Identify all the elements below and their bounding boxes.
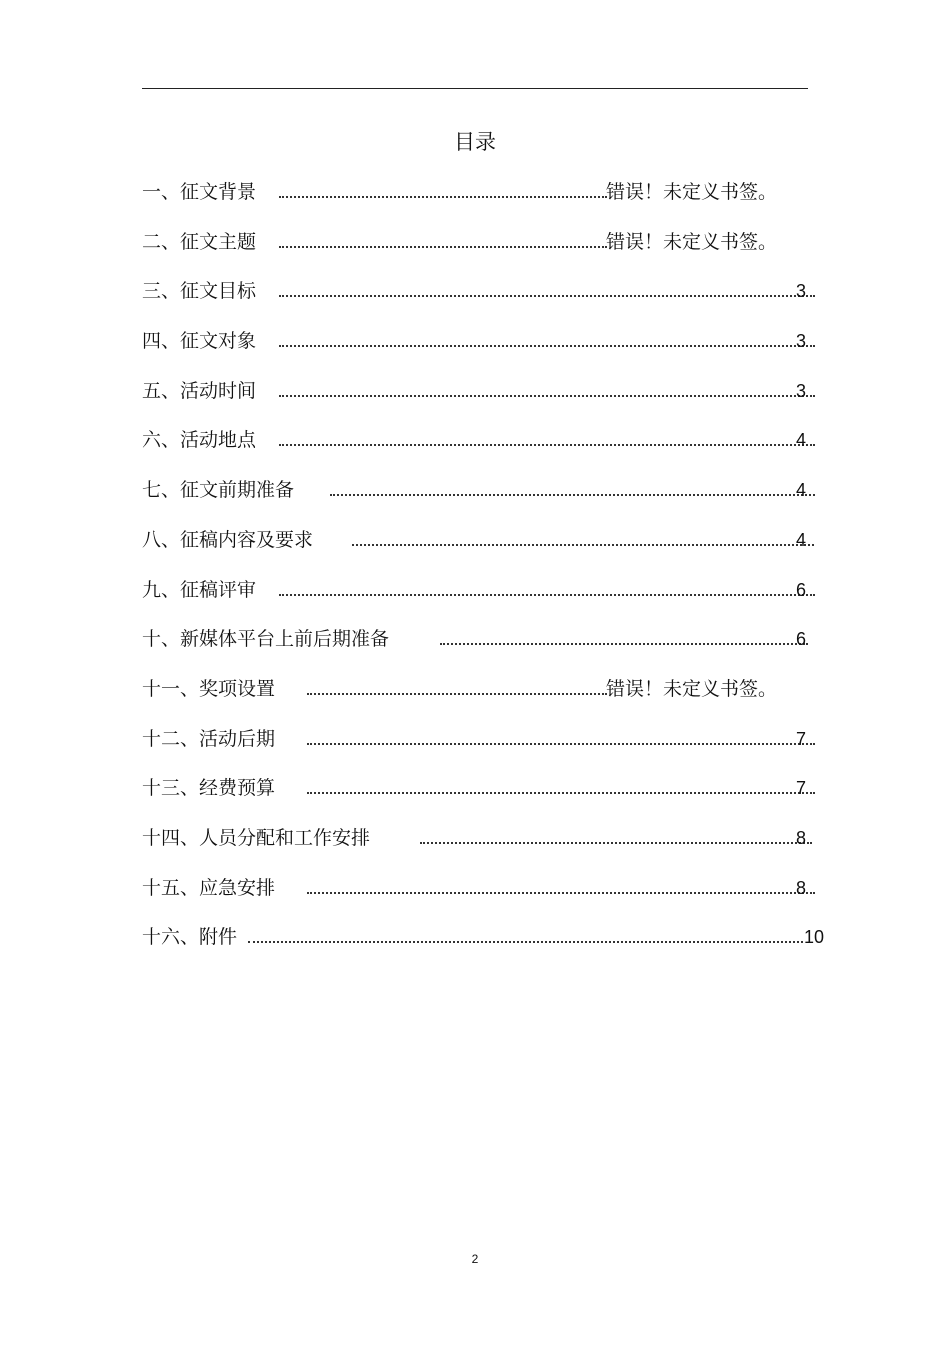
toc-entry-label: 十二、活动后期 — [142, 727, 276, 750]
toc-entry-page: 错误！未定义书签。 — [606, 230, 778, 253]
toc-entry-page: 4 — [796, 480, 807, 501]
toc-dot-leader — [307, 892, 815, 894]
toc-dot-leader — [279, 594, 815, 596]
toc-entry-page: 6 — [796, 629, 807, 650]
toc-entry-label: 七、征文前期准备 — [142, 479, 295, 502]
toc-entry[interactable] — [142, 526, 832, 576]
toc-entry-label: 二、征文主题 — [142, 230, 257, 253]
toc-entry-page: 错误！未定义书签。 — [606, 181, 778, 203]
toc-dot-leader — [279, 196, 607, 198]
toc-entry-page: 4 — [796, 430, 807, 451]
toc-list — [142, 178, 832, 973]
toc-entry-page: 错误！未定义书签。 — [606, 677, 778, 700]
toc-entry[interactable] — [142, 675, 832, 725]
toc-entry-label: 十四、人员分配和工作安排 — [142, 826, 371, 849]
toc-entry-label: 十三、经费预算 — [142, 777, 276, 800]
toc-entry[interactable] — [142, 923, 832, 973]
toc-entry-label: 四、征文对象 — [142, 330, 257, 353]
toc-dot-leader — [307, 693, 607, 695]
toc-entry[interactable] — [142, 476, 832, 526]
toc-entry[interactable] — [142, 277, 832, 327]
toc-entry[interactable] — [142, 178, 832, 228]
toc-entry[interactable] — [142, 327, 832, 377]
toc-entry-page: 8 — [796, 877, 807, 898]
toc-entry[interactable] — [142, 824, 832, 874]
toc-entry-page: 8 — [796, 827, 807, 848]
toc-entry-label: 十、新媒体平台上前后期准备 — [142, 628, 390, 651]
toc-dot-leader — [307, 743, 815, 745]
toc-entry-label: 三、征文目标 — [142, 280, 257, 303]
page-number: 2 — [471, 1252, 479, 1266]
toc-dot-leader — [279, 295, 815, 297]
toc-dot-leader — [352, 544, 814, 546]
toc-entry[interactable] — [142, 228, 832, 278]
toc-entry-label: 八、征稿内容及要求 — [142, 528, 314, 551]
toc-entry-page: 6 — [796, 579, 807, 600]
toc-entry-label: 十五、应急安排 — [142, 876, 276, 899]
toc-entry-page: 7 — [796, 778, 807, 799]
toc-entry-label: 一、征文背景 — [142, 181, 257, 203]
toc-dot-leader — [279, 444, 815, 446]
toc-entry-label: 六、活动地点 — [142, 429, 257, 452]
toc-dot-leader — [307, 792, 815, 794]
toc-entry-label: 十一、奖项设置 — [142, 677, 276, 700]
toc-entry[interactable] — [142, 426, 832, 476]
toc-entry-page: 3 — [796, 331, 807, 352]
toc-entry-label: 五、活动时间 — [142, 379, 257, 402]
toc-entry-page: 4 — [796, 529, 807, 550]
toc-entry-page: 3 — [796, 281, 807, 302]
toc-entry[interactable] — [142, 377, 832, 427]
toc-entry-page: 3 — [796, 380, 807, 401]
toc-entry[interactable] — [142, 874, 832, 924]
toc-entry-page: 7 — [796, 728, 807, 749]
toc-entry-label: 九、征稿评审 — [142, 578, 257, 601]
toc-dot-leader — [279, 395, 815, 397]
toc-dot-leader — [330, 494, 815, 496]
toc-dot-leader — [420, 842, 812, 844]
toc-dot-leader — [279, 345, 815, 347]
toc-entry[interactable] — [142, 774, 832, 824]
toc-entry-page: 10 — [804, 927, 825, 948]
toc-entry-label: 十六、附件 — [142, 926, 238, 949]
toc-title: 目录 — [454, 130, 496, 154]
header-rule — [142, 88, 808, 89]
toc-dot-leader — [248, 941, 803, 943]
toc-entry[interactable] — [142, 625, 832, 675]
toc-entry[interactable] — [142, 725, 832, 775]
toc-entry[interactable] — [142, 576, 832, 626]
toc-dot-leader — [440, 643, 808, 645]
toc-dot-leader — [279, 246, 607, 248]
